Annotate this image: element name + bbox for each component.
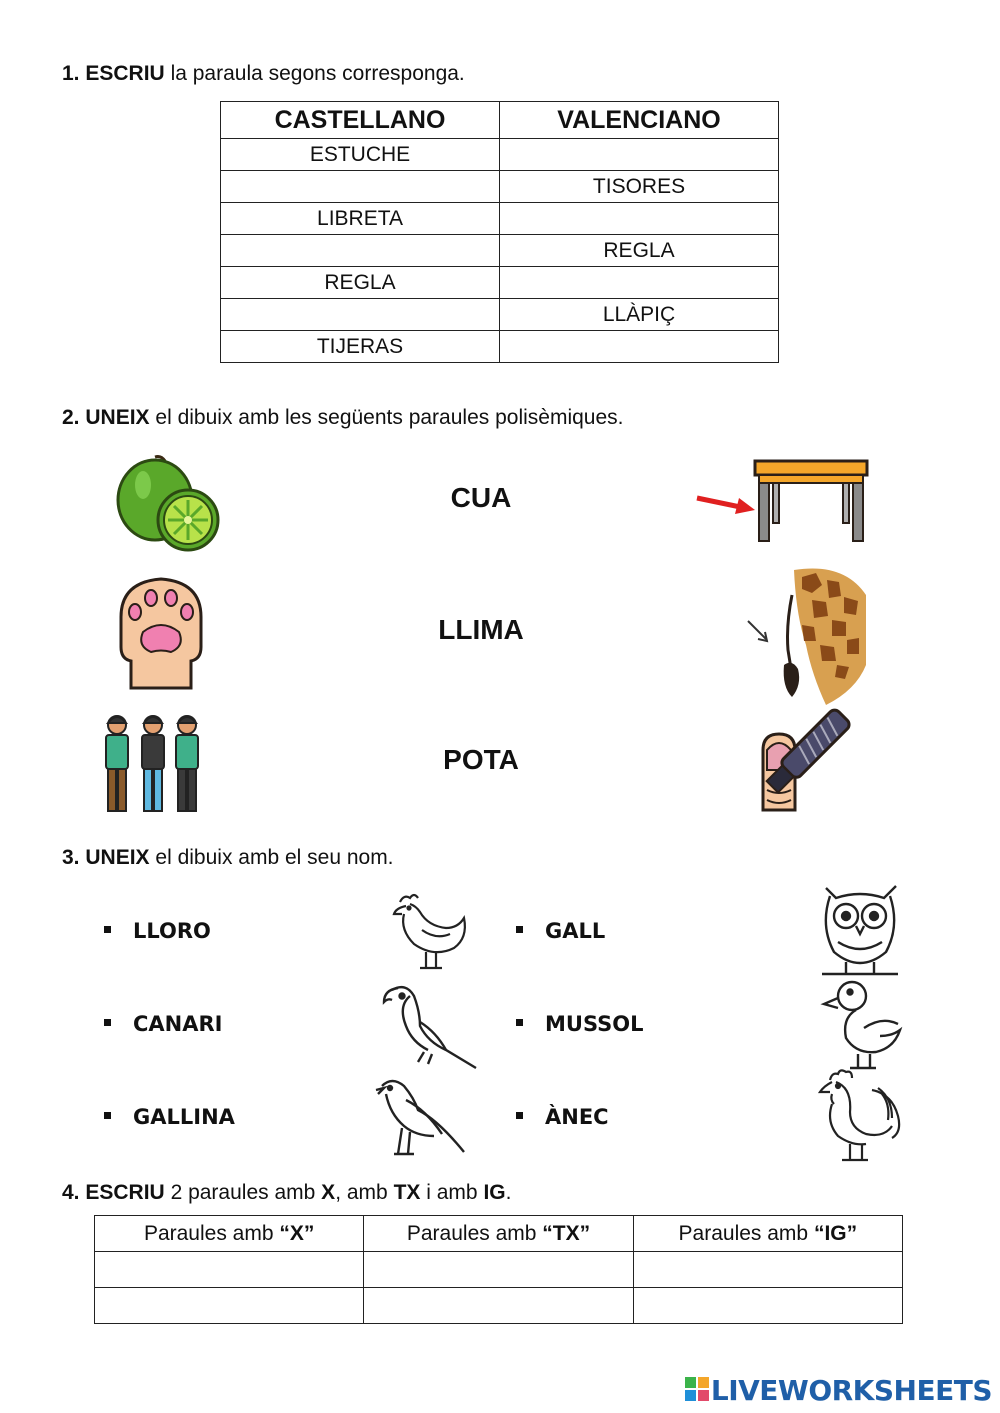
ex1-header-castellano: CASTELLANO xyxy=(221,102,500,139)
giraffe-tail-icon[interactable] xyxy=(742,565,870,710)
ex2-verb: UNEIX xyxy=(85,406,150,429)
nail-file-icon[interactable] xyxy=(757,710,865,815)
canary-icon[interactable] xyxy=(372,1076,470,1160)
hen-icon[interactable] xyxy=(392,890,470,975)
bird-word-item[interactable] xyxy=(516,1105,609,1129)
ex4-header-key: “TX” xyxy=(542,1221,591,1245)
bullet-icon xyxy=(516,1112,523,1119)
bullet-icon xyxy=(104,926,111,933)
ex4-number: 4. xyxy=(62,1181,80,1204)
ex4-header-label: Paraules amb xyxy=(406,1221,537,1245)
ex4-ig: IG xyxy=(483,1181,506,1204)
polysemic-word[interactable]: LLIMA xyxy=(438,614,524,645)
ex1-header-valenciano: VALENCIANO xyxy=(500,102,779,139)
owl-icon[interactable] xyxy=(818,882,903,978)
ex1-answer-cell[interactable] xyxy=(221,235,500,267)
bird-word: GALLINA xyxy=(133,1105,235,1129)
bird-word: GALL xyxy=(545,919,606,943)
paw-icon[interactable] xyxy=(113,572,208,690)
ex1-answer-cell[interactable] xyxy=(500,203,779,235)
lime-icon[interactable] xyxy=(115,455,220,555)
bullet-icon xyxy=(516,926,523,933)
ex1-cell: REGLA xyxy=(500,235,779,267)
ex4-header-key: “IG” xyxy=(813,1221,858,1245)
ex4-answer-cell[interactable] xyxy=(633,1252,902,1288)
ex2-instruction: el dibuix amb les següents paraules polisèmiques. xyxy=(155,406,624,429)
ex1-number: 1. xyxy=(62,62,80,85)
ex3-verb: UNEIX xyxy=(85,846,150,869)
ex4-answer-cell[interactable] xyxy=(633,1288,902,1324)
ex2-number: 2. xyxy=(62,406,80,429)
ex4-heading xyxy=(62,1181,511,1205)
bird-word-item[interactable] xyxy=(516,919,605,943)
table-leg-icon[interactable] xyxy=(693,458,871,546)
bullet-icon xyxy=(516,1019,523,1026)
ex1-answer-cell[interactable] xyxy=(500,267,779,299)
ex1-cell: LLÀPIÇ xyxy=(500,299,779,331)
ex1-answer-cell[interactable] xyxy=(221,299,500,331)
ex4-text: . xyxy=(505,1181,512,1204)
bird-word-item[interactable] xyxy=(104,1012,222,1036)
bird-word-item[interactable] xyxy=(516,1012,644,1036)
ex1-cell: LIBRETA xyxy=(221,203,500,235)
rooster-icon[interactable] xyxy=(816,1070,908,1168)
ex3-number: 3. xyxy=(62,846,80,869)
ex4-verb: ESCRIU xyxy=(85,1181,165,1204)
ex4-header-label: Paraules amb xyxy=(678,1221,809,1245)
ex1-table xyxy=(220,101,779,363)
ex1-cell: TIJERAS xyxy=(221,331,500,363)
bird-word: MUSSOL xyxy=(545,1012,644,1036)
ex1-cell: ESTUCHE xyxy=(221,139,500,171)
ex3-instruction: el dibuix amb el seu nom. xyxy=(155,846,394,869)
liveworksheets-logo-icon xyxy=(685,1377,709,1401)
ex4-header-x xyxy=(95,1216,364,1252)
ex2-heading xyxy=(62,406,624,430)
ex4-text: , amb xyxy=(335,1181,388,1204)
ex1-cell: TISORES xyxy=(500,171,779,203)
ex1-verb: ESCRIU xyxy=(85,62,165,85)
bird-word: CANARI xyxy=(133,1012,223,1036)
bird-word: LLORO xyxy=(133,919,211,943)
bird-word-item[interactable] xyxy=(104,1105,235,1129)
ex1-answer-cell[interactable] xyxy=(500,331,779,363)
ex4-text: i amb xyxy=(426,1181,478,1204)
ex4-answer-cell[interactable] xyxy=(364,1288,633,1324)
bullet-icon xyxy=(104,1019,111,1026)
ex4-header-label: Paraules amb xyxy=(143,1221,274,1245)
ex1-answer-cell[interactable] xyxy=(221,171,500,203)
ex1-heading xyxy=(62,62,465,86)
ex4-table xyxy=(94,1215,903,1324)
bullet-icon xyxy=(104,1112,111,1119)
ex4-answer-cell[interactable] xyxy=(364,1252,633,1288)
bird-word: ÀNEC xyxy=(545,1105,609,1129)
ex1-instruction: la paraula segons corresponga. xyxy=(170,62,465,85)
polysemic-word[interactable]: POTA xyxy=(443,744,519,775)
ex1-cell: REGLA xyxy=(221,267,500,299)
ex4-text: 2 paraules amb xyxy=(170,1181,316,1204)
polysemic-word[interactable]: CUA xyxy=(450,482,512,513)
ex1-answer-cell[interactable] xyxy=(500,139,779,171)
ex4-answer-cell[interactable] xyxy=(95,1288,364,1324)
ex4-x: X xyxy=(321,1181,336,1204)
people-queue-icon[interactable] xyxy=(100,713,205,818)
duck-icon[interactable] xyxy=(822,976,904,1074)
liveworksheets-logo-text: LIVEWORKSHEETS xyxy=(710,1374,992,1407)
liveworksheets-logo xyxy=(685,1374,992,1407)
ex4-header-key: “X” xyxy=(279,1221,315,1245)
parrot-icon[interactable] xyxy=(380,982,482,1070)
ex3-heading xyxy=(62,846,394,870)
ex4-header-tx xyxy=(364,1216,633,1252)
bird-word-item[interactable] xyxy=(104,919,211,943)
ex4-tx: TX xyxy=(393,1181,421,1204)
ex4-header-ig xyxy=(633,1216,902,1252)
ex4-answer-cell[interactable] xyxy=(95,1252,364,1288)
